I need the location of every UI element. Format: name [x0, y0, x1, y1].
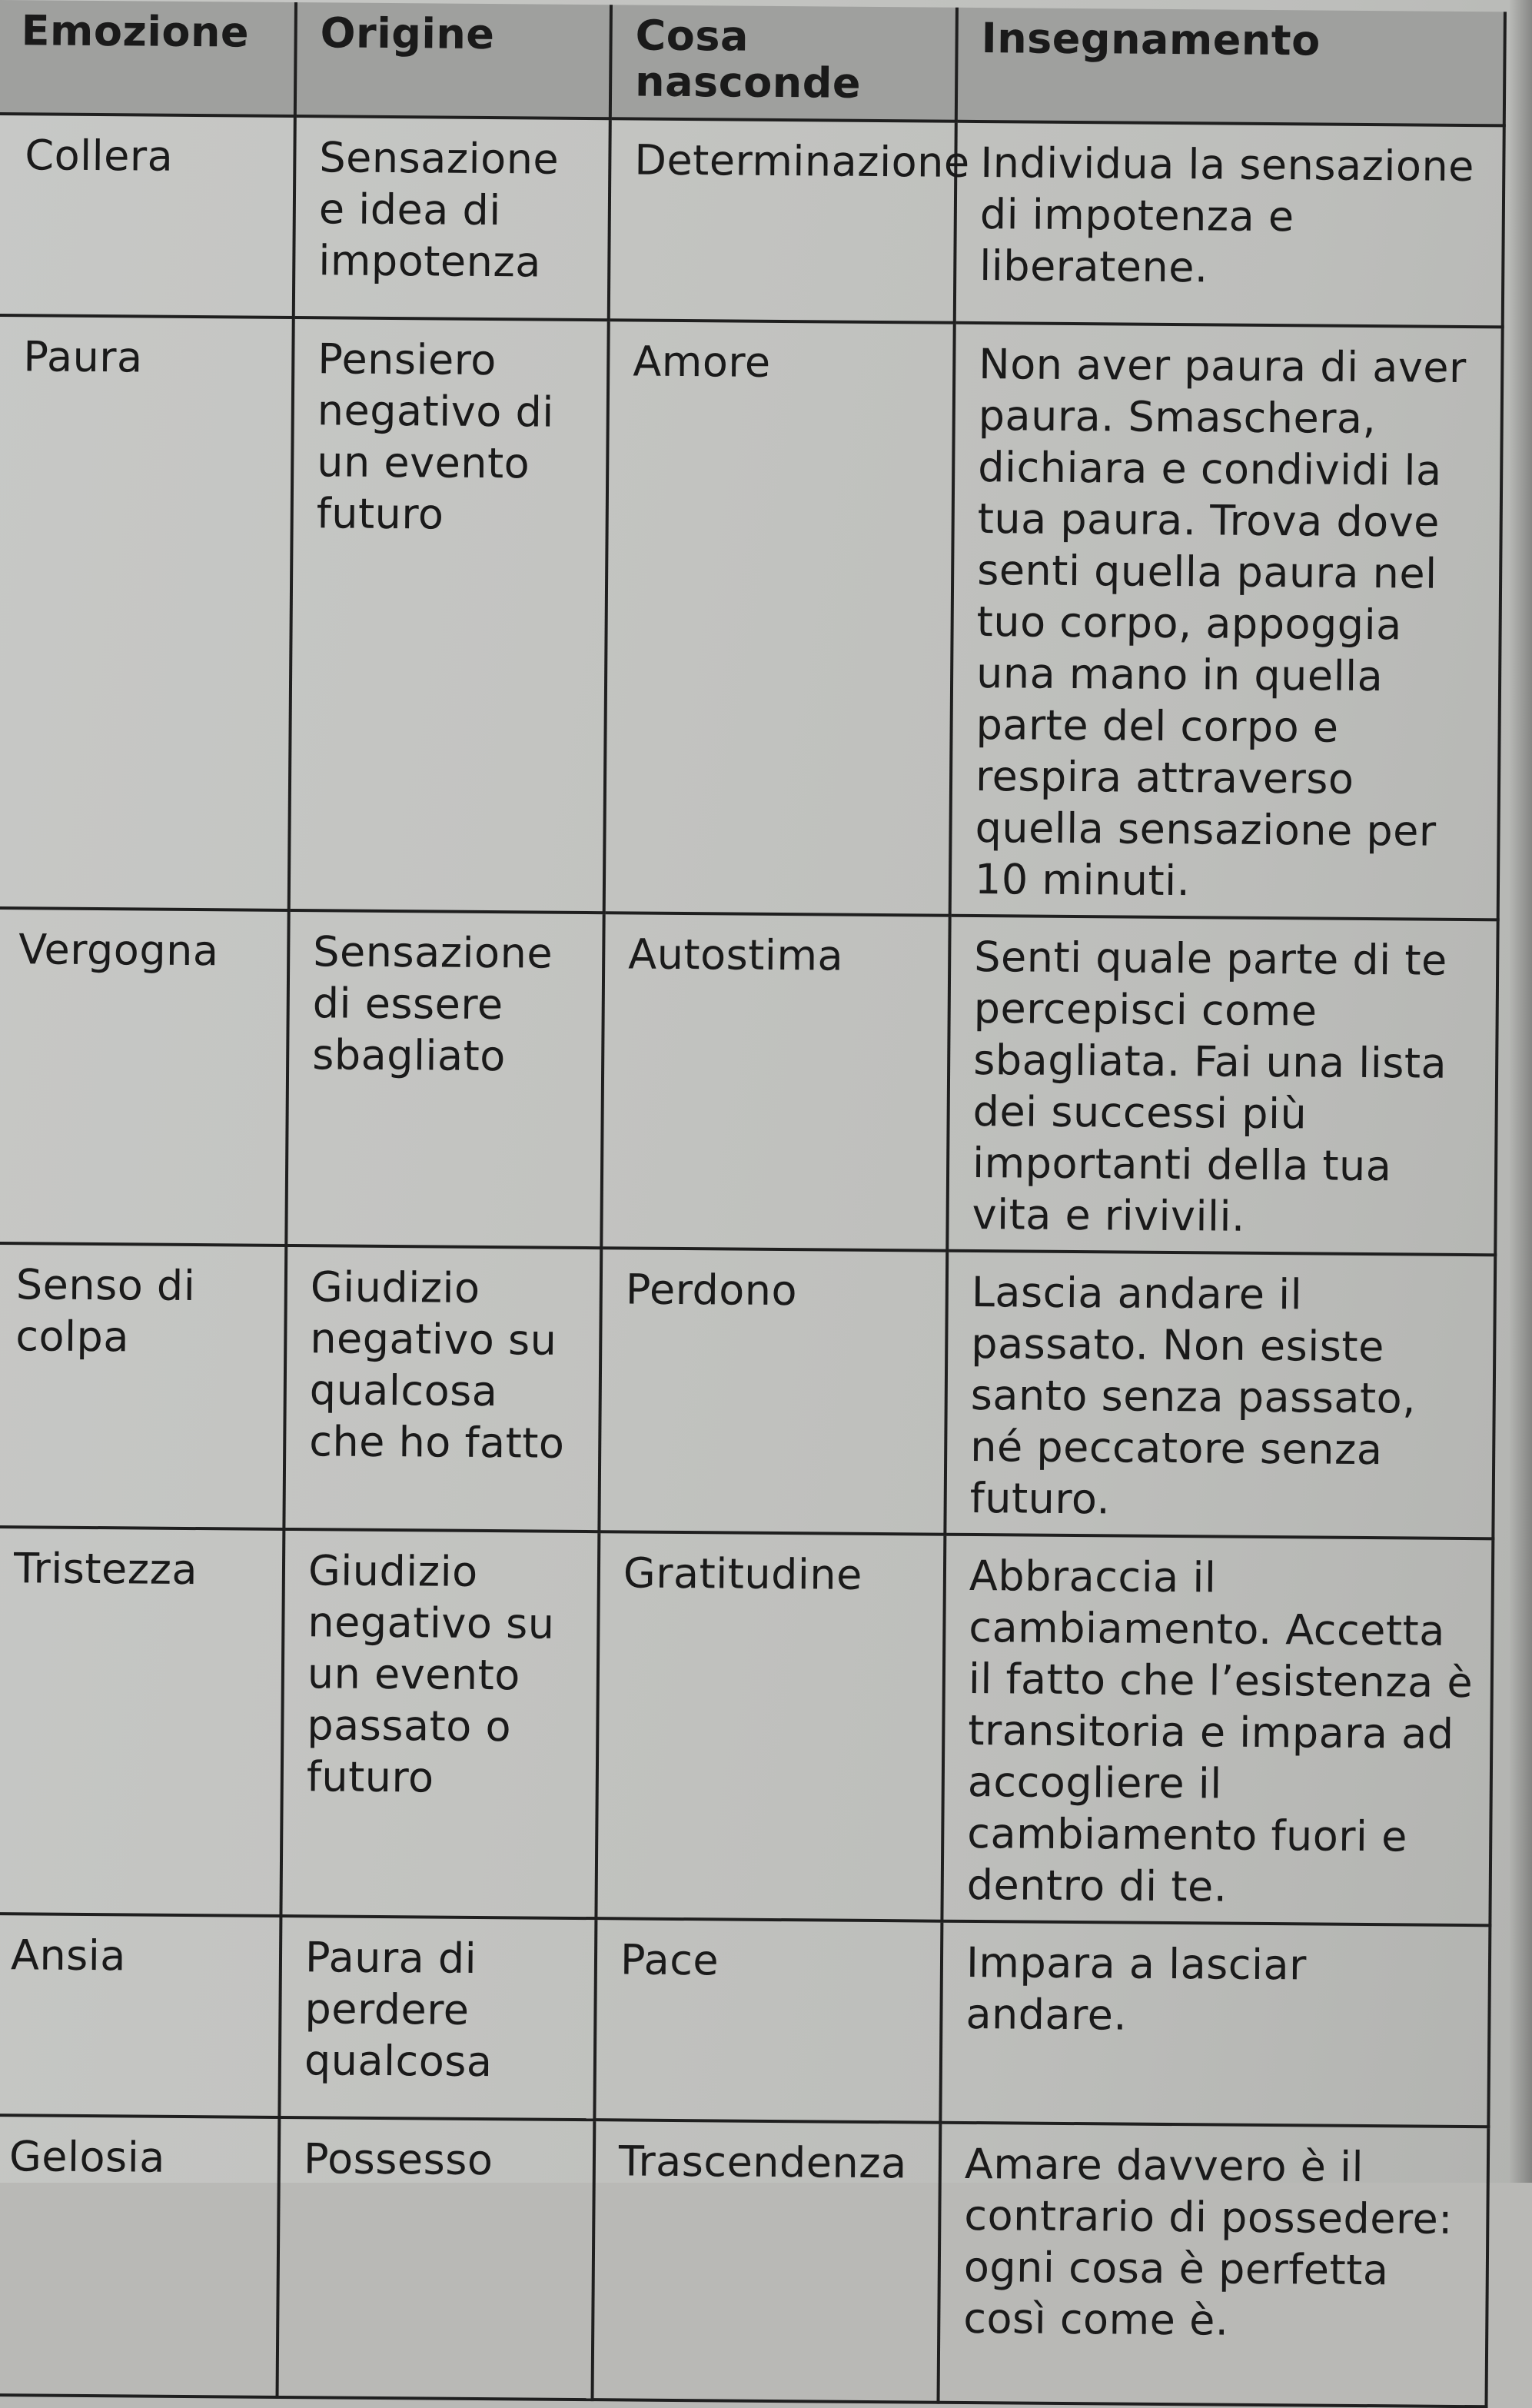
cell-insegnamento: Non aver paura di aver paura. Smaschera, dichiara e condividi la tua paura. Trova dove senti quella paura nel tuo corpo, appoggia una mano in quella parte del corpo e respira attraverso quella sensazione per 10 minuti.	[950, 323, 1503, 920]
cell-emozione: Gelosia	[0, 2115, 279, 2397]
cell-origine: Sensazione di essere sbagliato	[286, 910, 603, 1248]
cell-insegnamento: Amare davvero è il contrario di possedere: ogni cosa è perfetta così come è.	[938, 2123, 1488, 2407]
table-row	[0, 114, 1504, 327]
table-row	[0, 1914, 1490, 2127]
header-origine: Origine	[295, 2, 611, 118]
table-row	[0, 315, 1503, 920]
cell-insegnamento: Senti quale parte di te percepisci come sbagliata. Fai una lista dei successi più importanti della tua vita e rivivili.	[947, 916, 1497, 1256]
cell-nasconde: Gratitudine	[596, 1532, 945, 1921]
page-edge-shadow	[1509, 0, 1532, 2183]
cell-insegnamento: Abbraccia il cambiamento. Accetta il fatto che l’esistenza è transitoria e impara ad accogliere il cambiamento fuori e dentro di te.	[942, 1535, 1493, 1926]
table-row	[0, 908, 1498, 1255]
cell-emozione: Senso di colpa	[0, 1243, 286, 1529]
header-emozione: Emozione	[0, 0, 296, 116]
cell-nasconde: Pace	[594, 1918, 942, 2123]
cell-emozione: Vergogna	[0, 908, 289, 1246]
cell-insegnamento: Lascia andare il passato. Non esiste santo senza passato, né peccatore senza futuro.	[945, 1251, 1495, 1539]
cell-origine: Pensiero negativo di un evento futuro	[289, 318, 609, 913]
cell-nasconde: Perdono	[599, 1248, 947, 1535]
cell-origine: Giudizio negativo su qualcosa che ho fatto	[284, 1246, 601, 1532]
table-row	[0, 1243, 1495, 1538]
cell-origine: Possesso	[277, 2117, 595, 2400]
cell-insegnamento: Impara a lasciar andare.	[940, 1921, 1490, 2127]
header-insegnamento: Insegnamento	[956, 8, 1505, 126]
table-row	[0, 1527, 1493, 1925]
cell-emozione: Ansia	[0, 1914, 281, 2117]
cell-origine: Giudizio negativo su un evento passato o futuro	[281, 1529, 599, 1918]
cell-emozione: Collera	[0, 114, 295, 318]
cell-emozione: Paura	[0, 315, 294, 910]
cell-origine: Paura di perdere qualcosa	[279, 1916, 596, 2120]
cell-origine: Sensazione e idea di impotenza	[294, 116, 610, 320]
header-cosa-nasconde: Cosa nasconde	[610, 5, 957, 121]
cell-nasconde: Autostima	[601, 913, 949, 1251]
cell-emozione: Tristezza	[0, 1527, 284, 1916]
cell-insegnamento: Individua la sensazione di impotenza e liberatene.	[955, 121, 1504, 328]
cell-nasconde: Determinazione	[609, 118, 956, 323]
table-header-row	[0, 0, 1505, 125]
table-row	[0, 2115, 1488, 2406]
cell-nasconde: Trascendenza	[593, 2120, 941, 2403]
cell-nasconde: Amore	[604, 320, 955, 916]
